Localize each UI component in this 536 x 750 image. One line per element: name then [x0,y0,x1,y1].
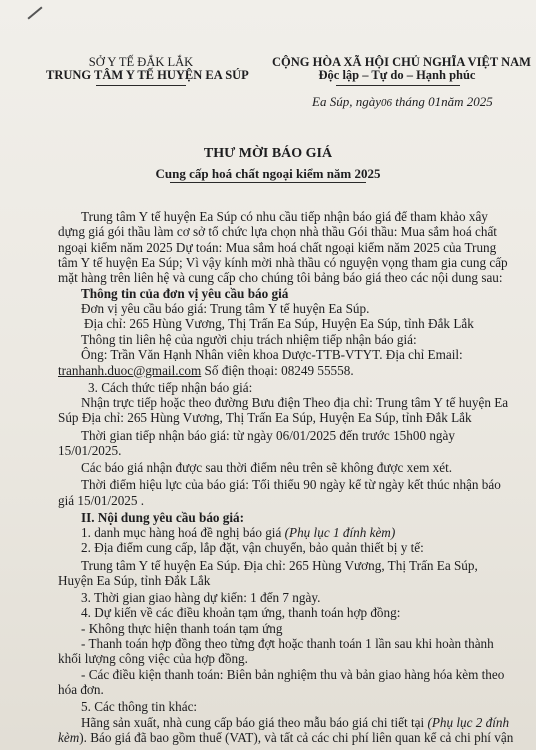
body-line: Thời điểm hiệu lực của báo giá: Tối thiểu 90 ngày kể từ ngày kết thúc nhận báo [81,477,501,493]
body-line: 2. Địa điểm cung cấp, lắp đặt, vận chuyển, bảo quản thiết bị y tế: [81,540,424,556]
body-line: 15/01/2025. [58,442,122,458]
body-line: khối lượng công việc của hợp đồng. [58,651,248,667]
body-line: Huyện Ea Súp, tỉnh Đắk Lắk [58,572,211,588]
body-line: 3. Cách thức tiếp nhận báo giá: [88,379,253,395]
body-line: Súp Địa chỉ: 265 Hùng Vương, Thị Trấn Ea Súp, Huyện Ea Súp, tỉnh Đắk Lắk [58,410,472,426]
body-line: 4. Dự kiến về các điều khoản tạm ứng, thanh toán hợp đồng: [81,605,401,621]
body-line: - Thanh toán hợp đồng theo từng đợt hoặc thanh toán 1 lần sau khi hoàn thành [81,636,494,652]
body-line: 5. Các thông tin khác: [81,699,198,715]
contact-line [58,363,354,379]
item-text: ). Báo giá đã bao gồm thuế (VAT), và tất cả các chi phí liên quan kể cả chi phí vận [79,730,514,745]
body-line: giá 15/01/2025 . [58,492,145,508]
date-prefix: Ea Súp, ngày [312,94,381,109]
item-text: Hãng sản xuất, nhà cung cấp báo giá theo mẫu báo giá chi tiết tại [81,714,425,730]
document-title: THƯ MỜI BÁO GIÁ [203,146,333,161]
national-title: CỘNG HÒA XÃ HỘI CHỦ NGHĨA VIỆT NAM [272,55,531,69]
body-line: - Không thực hiện thanh toán tạm ứng [81,620,283,636]
body-line: ngoại kiểm năm 2025 Dự toán: Mua sắm hoá chất ngoại kiểm năm 2025 của Trung [58,239,497,255]
date-suffix: tháng 01năm 2025 [391,94,493,109]
body-line: Thông tin liên hệ của người chịu trách nhiệm tiếp nhận báo giá: [81,331,417,347]
body-line: mặt hàng trên liên hệ và cung cấp cho chúng tôi bảng báo giá theo các nội dung sau: [58,270,503,286]
body-line [58,730,513,746]
body-line: Trung tâm Y tế huyện Ea Súp có nhu cầu tiếp nhận báo giá để tham khảo xây [81,209,488,224]
organization-name: TRUNG TÂM Y TẾ HUYỆN EA SÚP [46,68,249,82]
phone-text: Số điện thoại: 08249 55558. [204,362,354,378]
body-line: Nhận trực tiếp hoặc theo đường Bưu điện Theo địa chỉ: Trung tâm Y tế huyện Ea [81,395,509,410]
section-heading: Thông tin của đơn vị yêu cầu báo giá [81,285,289,301]
ministry-name: SỞ Y TẾ ĐẮK LẮK [88,55,194,69]
date-day: 06 [380,97,392,109]
body-line: - Các điều kiện thanh toán: Biên bản nghiệm thu và bản giao hàng hóa kèm theo [81,666,505,682]
appendix-2-note-cont: kèm [58,730,80,745]
body-line: Địa chỉ: 265 Hùng Vương, Thị Trấn Ea Súp, Huyện Ea Súp, tỉnh Đắk Lắk [84,316,474,332]
document-subtitle: Cung cấp hoá chất ngoại kiểm năm 2025 [155,166,381,181]
body-line: Ông: Trần Văn Hạnh Nhân viên khoa Dược-TTB-VTYT. Địa chỉ Email: [81,347,463,363]
appendix-1-note: (Phụ lục 1 đính kèm) [284,525,396,541]
appendix-2-note: (Phụ lục 2 đính [427,714,510,730]
body-line: Các báo giá nhận được sau thời điểm nêu trên sẽ không được xem xét. [81,460,453,476]
body-line: Thời gian tiếp nhận báo giá: từ ngày 06/01/2025 đến trước 15h00 ngày [81,427,455,443]
body-line: tâm Y tế huyện Ea Súp; Vì vậy kính mời nhà thầu có nguyện vọng tham gia cung cấp [58,255,508,271]
national-motto: Độc lập – Tự do – Hạnh phúc [318,68,476,82]
body-line: Trung tâm Y tế huyện Ea Súp. Địa chỉ: 265 Hùng Vương, Thị Trấn Ea Súp, [81,557,478,573]
body-line: hóa đơn. [58,682,104,698]
body-line [81,525,395,541]
body-line: 3. Thời gian giao hàng dự kiến: 1 đến 7 ngày. [81,590,321,606]
body-line [81,715,509,731]
item-text: 1. danh mục hàng hoá đề nghị báo giá [81,525,282,541]
body-line: Đơn vị yêu cầu báo giá: Trung tâm Y tế huyện Ea Súp. [81,301,370,317]
email-link[interactable]: tranhanh.duoc@gmail.com [58,362,202,378]
body-line: dựng giá gói thầu làm cơ sở tổ chức lựa chọn nhà thầu Gói thầu: Mua sắm hoá chất [58,224,497,240]
section-heading: II. Nội dung yêu cầu báo giá: [81,509,245,525]
